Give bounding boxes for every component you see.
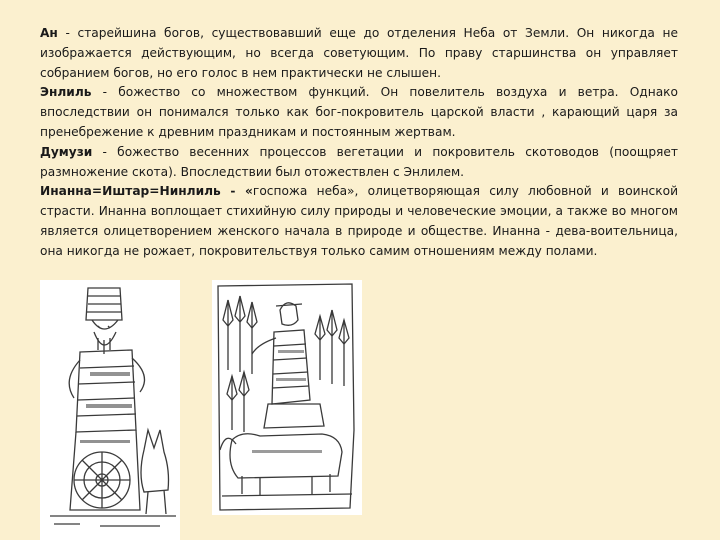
- term-enlil: Энлиль: [40, 85, 92, 100]
- paragraph-an: [40, 26, 678, 80]
- inanna-drawing: [212, 280, 362, 515]
- paragraph-inanna: [40, 184, 678, 257]
- text-an: - старейшина богов, существовавший еще до отделения Неба от Земли. Он никогда не изображается действующим, но всегда советующим. По праву старшинства он управляет собранием богов, но его голос в нем практически не слышен.: [40, 26, 678, 80]
- text-dumuzi: - божество весенних процессов вегетации и покровитель скотоводов (поощряет размножение скота). Впоследствии был отожествлен с Энлилем.: [40, 144, 678, 179]
- deity-figure-illustration: [40, 280, 180, 540]
- paragraph-dumuzi: [40, 145, 678, 179]
- text-enlil: - божество со множеством функций. Он повелитель воздуха и ветра. Однако впоследствии он понимался только как бог-покровитель царской власти , карающий царя за пренебрежение к древним праздникам и постоянным жертвам.: [40, 85, 678, 139]
- term-an: Ан: [40, 26, 58, 40]
- term-inanna: Инанна=Иштар=Нинлиль - «: [40, 184, 253, 199]
- paragraph-enlil: [40, 85, 678, 139]
- inanna-illustration: [212, 280, 362, 515]
- deity-figure-drawing: [40, 280, 180, 540]
- text-inanna: госпожа неба», олицетворяющая силу любовной и воинской страсти. Инанна воплощает стихийную силу природы и человеческие эмоции, а также во многом является олицетворением женского начала в природе и обществе. Инанна - дева-воительница, она никогда не рожает, покровительствуя только самим отношениям между полами.: [40, 184, 678, 258]
- text-block: [40, 24, 678, 262]
- term-dumuzi: Думузи: [40, 144, 93, 159]
